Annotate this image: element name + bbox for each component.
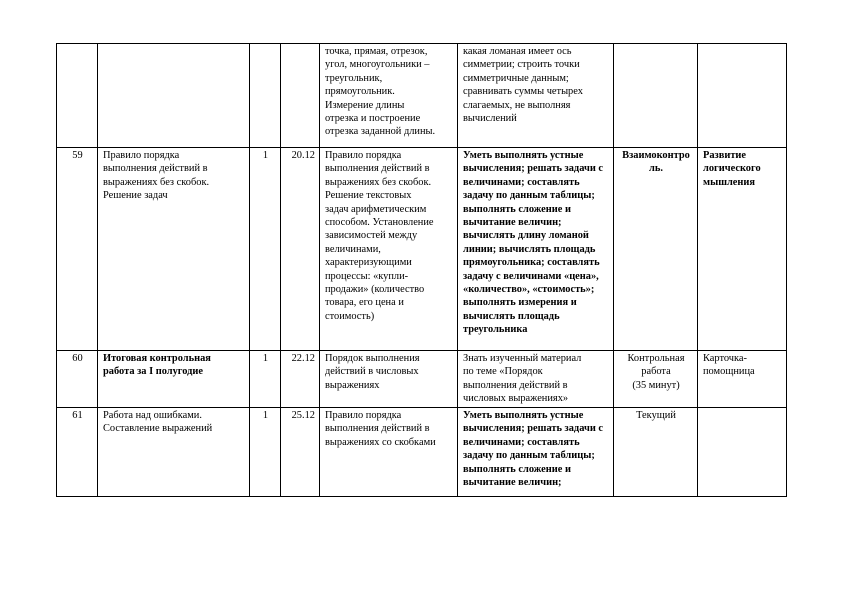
result-line: по теме «Порядок xyxy=(463,366,543,378)
lesson-number-cell xyxy=(57,148,98,351)
table-row xyxy=(57,148,787,351)
content-line: точка, прямая, отрезок, xyxy=(325,46,428,57)
result-line: вычисления; решать задачи с xyxy=(463,163,604,175)
content-line: Решение текстовых xyxy=(325,190,412,202)
content-line: Правило порядка xyxy=(325,150,402,161)
topic-line: Работа над ошибками. xyxy=(103,410,202,421)
result-line: задачу по данным таблицы; xyxy=(463,190,595,202)
notes-line: помощница xyxy=(703,366,755,378)
hours-cell xyxy=(250,148,281,351)
table-row xyxy=(57,351,787,408)
lesson-topic-cell xyxy=(98,408,250,497)
result-line: Уметь выполнять устные xyxy=(463,150,584,161)
lesson-date: 22.12 xyxy=(291,353,315,364)
result-line: вычитание величин; xyxy=(463,477,562,489)
content-line: характеризующими xyxy=(325,257,412,269)
lesson-number-cell xyxy=(57,408,98,497)
result-line: выполнять измерения и xyxy=(463,297,577,309)
expected-results-cell xyxy=(458,44,614,148)
content-line: величинами, xyxy=(325,243,381,255)
content-line: стоимость) xyxy=(325,310,375,322)
result-line: задачу с величинами «цена», xyxy=(463,270,599,282)
hours-count: 1 xyxy=(262,410,269,421)
result-line: вычислять длину ломаной xyxy=(463,230,589,242)
result-line: величинами; составлять xyxy=(463,176,580,188)
topic-line: Итоговая контрольная xyxy=(103,353,211,364)
control-line: Текущий xyxy=(636,410,676,421)
control-line: Взаимоконтро xyxy=(622,150,690,161)
control-form-cell xyxy=(614,44,698,148)
notes-line: Развитие xyxy=(703,150,747,161)
lesson-content-cell xyxy=(320,44,458,148)
expected-results-cell xyxy=(458,408,614,497)
notes-line: Карточка- xyxy=(703,353,747,364)
content-line: выражениях xyxy=(325,379,380,391)
content-line: треугольник, xyxy=(325,72,383,84)
content-line: отрезка заданной длины. xyxy=(325,126,436,138)
content-line: продажи» (количество xyxy=(325,284,425,296)
result-line: «количество», «стоимость»; xyxy=(463,284,595,296)
result-line: линии; вычислять площадь xyxy=(463,243,596,255)
topic-line: Составление выражений xyxy=(103,423,213,435)
result-line: вычисления; решать задачи с xyxy=(463,423,604,435)
result-line: симметричные данным; xyxy=(463,72,569,84)
hours-count: 1 xyxy=(262,353,269,364)
content-line: выполнения действий в xyxy=(325,163,430,175)
notes-cell xyxy=(698,408,787,497)
date-cell xyxy=(281,44,320,148)
control-line: работа xyxy=(641,366,671,378)
result-line: задачу по данным таблицы; xyxy=(463,450,595,462)
lesson-plan-table xyxy=(56,43,787,497)
content-line: действий в числовых xyxy=(325,366,419,378)
hours-cell xyxy=(250,351,281,408)
result-line: треугольника xyxy=(463,324,528,336)
notes-cell xyxy=(698,148,787,351)
notes-line: мышления xyxy=(703,176,755,188)
content-line: выражениях со скобками xyxy=(325,436,436,448)
lesson-date: 20.12 xyxy=(291,150,315,161)
result-line: выполнять сложение и xyxy=(463,463,571,475)
topic-line: выполнения действий в xyxy=(103,163,208,175)
control-form-cell xyxy=(614,351,698,408)
table-row xyxy=(57,408,787,497)
hours-cell xyxy=(250,408,281,497)
lesson-topic-cell xyxy=(98,351,250,408)
content-line: прямоугольник. xyxy=(325,86,395,98)
notes-line: логического xyxy=(703,163,761,175)
table-row xyxy=(57,44,787,148)
result-line: слагаемых, не выполняя xyxy=(463,99,571,111)
control-line: Контрольная xyxy=(627,353,685,364)
content-line: выражениях без скобок. xyxy=(325,176,432,188)
lesson-number: 60 xyxy=(72,353,83,364)
lesson-number-cell xyxy=(57,44,98,148)
lesson-number-cell xyxy=(57,351,98,408)
content-line: выполнения действий в xyxy=(325,423,430,435)
notes-cell xyxy=(698,351,787,408)
result-line: какая ломаная имеет ось xyxy=(463,46,572,57)
topic-line: Правило порядка xyxy=(103,150,180,161)
result-line: Знать изученный материал xyxy=(463,353,582,364)
result-line: Уметь выполнять устные xyxy=(463,410,584,421)
result-line: вычислять площадь xyxy=(463,310,560,322)
control-line: (35 минут) xyxy=(632,379,680,391)
lesson-topic-cell xyxy=(98,44,250,148)
lesson-topic-cell xyxy=(98,148,250,351)
notes-cell xyxy=(698,44,787,148)
expected-results-cell xyxy=(458,351,614,408)
result-line: симметрии; строить точки xyxy=(463,59,580,71)
expected-results-cell xyxy=(458,148,614,351)
topic-line: Решение задач xyxy=(103,190,168,202)
control-form-cell xyxy=(614,408,698,497)
content-line: зависимостей между xyxy=(325,230,418,242)
lesson-number: 59 xyxy=(72,150,83,161)
topic-line: работа за I полугодие xyxy=(103,366,204,378)
content-line: Измерение длины xyxy=(325,99,405,111)
content-line: Правило порядка xyxy=(325,410,402,421)
date-cell xyxy=(281,408,320,497)
result-line: выполнения действий в xyxy=(463,379,568,391)
content-line: способом. Установление xyxy=(325,217,434,229)
lesson-content-cell xyxy=(320,351,458,408)
date-cell xyxy=(281,148,320,351)
lesson-content-cell xyxy=(320,408,458,497)
content-line: процессы: «купли- xyxy=(325,270,409,282)
result-line: выполнять сложение и xyxy=(463,203,571,215)
result-line: величинами; составлять xyxy=(463,436,580,448)
result-line: числовых выражениях» xyxy=(463,393,569,405)
topic-line: выражениях без скобок. xyxy=(103,176,210,188)
content-line: задач арифметическим xyxy=(325,203,427,215)
result-line: вычитание величин; xyxy=(463,217,562,229)
hours-cell xyxy=(250,44,281,148)
content-line: товара, его цена и xyxy=(325,297,404,309)
control-line: ль. xyxy=(649,163,663,175)
content-line: угол, многоугольники – xyxy=(325,59,430,71)
control-form-cell xyxy=(614,148,698,351)
content-line: отрезка и построение xyxy=(325,113,421,125)
result-line: сравнивать суммы четырех xyxy=(463,86,583,98)
lesson-content-cell xyxy=(320,148,458,351)
content-line: Порядок выполнения xyxy=(325,353,420,364)
date-cell xyxy=(281,351,320,408)
hours-count: 1 xyxy=(262,150,269,161)
table-body xyxy=(57,44,787,497)
lesson-number: 61 xyxy=(72,410,83,421)
result-line: вычислений xyxy=(463,113,517,125)
result-line: прямоугольника; составлять xyxy=(463,257,600,269)
lesson-date: 25.12 xyxy=(291,410,315,421)
